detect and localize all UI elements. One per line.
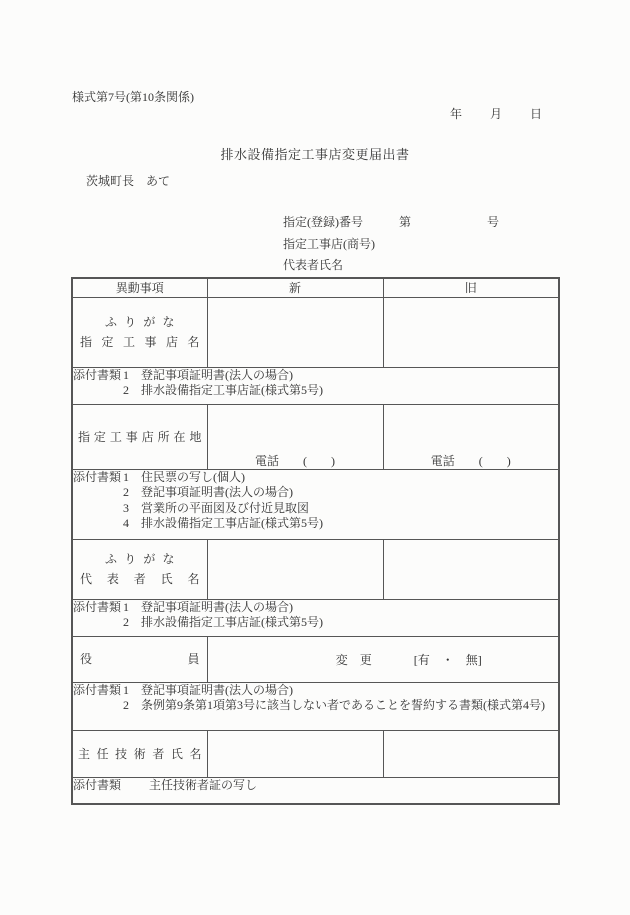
officers-value-cell: [207, 636, 559, 682]
attachment-item: 1 登記事項証明書(法人の場合): [123, 599, 293, 614]
date-line: [450, 105, 542, 122]
attachments-1-cell: [72, 367, 559, 404]
attachment-item: 3 営業所の平面図及び付近見取図: [123, 500, 310, 515]
attachments-row-1: [72, 367, 559, 404]
attachments-row-2: [72, 469, 559, 539]
shop-name-label-cell: [72, 297, 207, 367]
header-old: 旧: [383, 278, 559, 297]
shop-name-furigana: ふ り が な: [105, 315, 175, 329]
header-new: 新: [207, 278, 383, 297]
representative-label: 代 表 者 氏 名: [80, 572, 200, 586]
representative-old-cell: [383, 539, 559, 599]
form-number: 様式第7号(第10条関係): [72, 90, 194, 104]
chief-engineer-old-cell: [383, 730, 559, 777]
shop-address-new-cell: [207, 404, 383, 469]
date-year-label: 年: [450, 107, 463, 121]
registration-number-prefix: 第: [399, 215, 412, 229]
attachment-item: 主任技術者証の写し: [149, 777, 258, 792]
attachment-item: 2 登記事項証明書(法人の場合): [123, 485, 293, 499]
officers-label-cell: [72, 636, 207, 682]
representative-label-cell: [72, 539, 207, 599]
registration-number-label: 指定(登録)番号: [283, 215, 363, 229]
shop-trade-name-label: 指定工事店(商号): [283, 236, 375, 251]
attachment-item: 2 条例第9条第1項第3号に該当しない者であることを誓約する書類(様式第4号): [123, 698, 545, 712]
officers-change-label: 変 更: [335, 652, 372, 667]
shop-address-old-cell: [383, 404, 559, 469]
representative-name-label: 代表者氏名: [283, 258, 344, 272]
shop-name-label: 指 定 工 事 店 名: [80, 335, 200, 349]
attachment-item: 1 住民票の写し(個人): [123, 469, 245, 484]
attachment-item: 1 登記事項証明書(法人の場合): [123, 367, 293, 382]
attachments-4-prefix: 添付書類: [73, 682, 122, 697]
chief-engineer-new-cell: [207, 730, 383, 777]
chief-engineer-row: [72, 730, 559, 777]
shop-name-new-cell: [207, 297, 383, 367]
shop-name-row: [72, 297, 559, 367]
change-items-table: [71, 277, 560, 805]
registration-number-suffix: 号: [487, 215, 500, 229]
chief-engineer-label-cell: [72, 730, 207, 777]
officers-label: 役 員: [80, 652, 200, 666]
attachment-item: 4 排水設備指定工事店証(様式第5号): [123, 516, 323, 530]
attachment-item: 2 排水設備指定工事店証(様式第5号): [123, 615, 323, 629]
officers-row: [72, 636, 559, 682]
attachments-5-prefix: 添付書類: [73, 777, 122, 792]
shop-address-label-cell: [72, 404, 207, 469]
document-title: 排水設備指定工事店変更届出書: [220, 147, 410, 162]
attachments-3-prefix: 添付書類: [73, 599, 122, 614]
attachment-item: 2 排水設備指定工事店証(様式第5号): [123, 383, 323, 397]
registration-number-line: [283, 212, 499, 234]
tel-label-old: 電話 ( ): [430, 453, 511, 468]
shop-address-label: 指 定 工 事 店 所 在 地: [78, 429, 202, 444]
attachments-4-cell: [72, 682, 559, 730]
officers-options: [有 ・ 無]: [413, 652, 482, 667]
attachment-item: 1 登記事項証明書(法人の場合): [123, 682, 293, 697]
chief-engineer-label: 主 任 技 術 者 氏 名: [78, 746, 202, 761]
shop-name-old-cell: [383, 297, 559, 367]
attachments-3-cell: [72, 599, 559, 636]
date-month-label: 月: [490, 107, 503, 121]
registration-block: [283, 212, 499, 277]
date-day-label: 日: [530, 107, 543, 121]
header-change-item: 異動事項: [72, 278, 207, 297]
attachments-row-3: [72, 599, 559, 636]
addressee: 茨城町長 あて: [86, 174, 171, 188]
tel-label-new: 電話 ( ): [255, 453, 335, 468]
table-header-row: [72, 278, 559, 297]
attachments-1-prefix: 添付書類: [73, 367, 122, 382]
representative-row: [72, 539, 559, 599]
representative-furigana: ふ り が な: [105, 552, 175, 566]
shop-address-row: [72, 404, 559, 469]
attachments-2-cell: [72, 469, 559, 539]
attachments-row-4: [72, 682, 559, 730]
representative-new-cell: [207, 539, 383, 599]
attachments-2-prefix: 添付書類: [73, 469, 122, 484]
attachments-row-5: [72, 777, 559, 804]
attachments-5-cell: [72, 777, 559, 804]
